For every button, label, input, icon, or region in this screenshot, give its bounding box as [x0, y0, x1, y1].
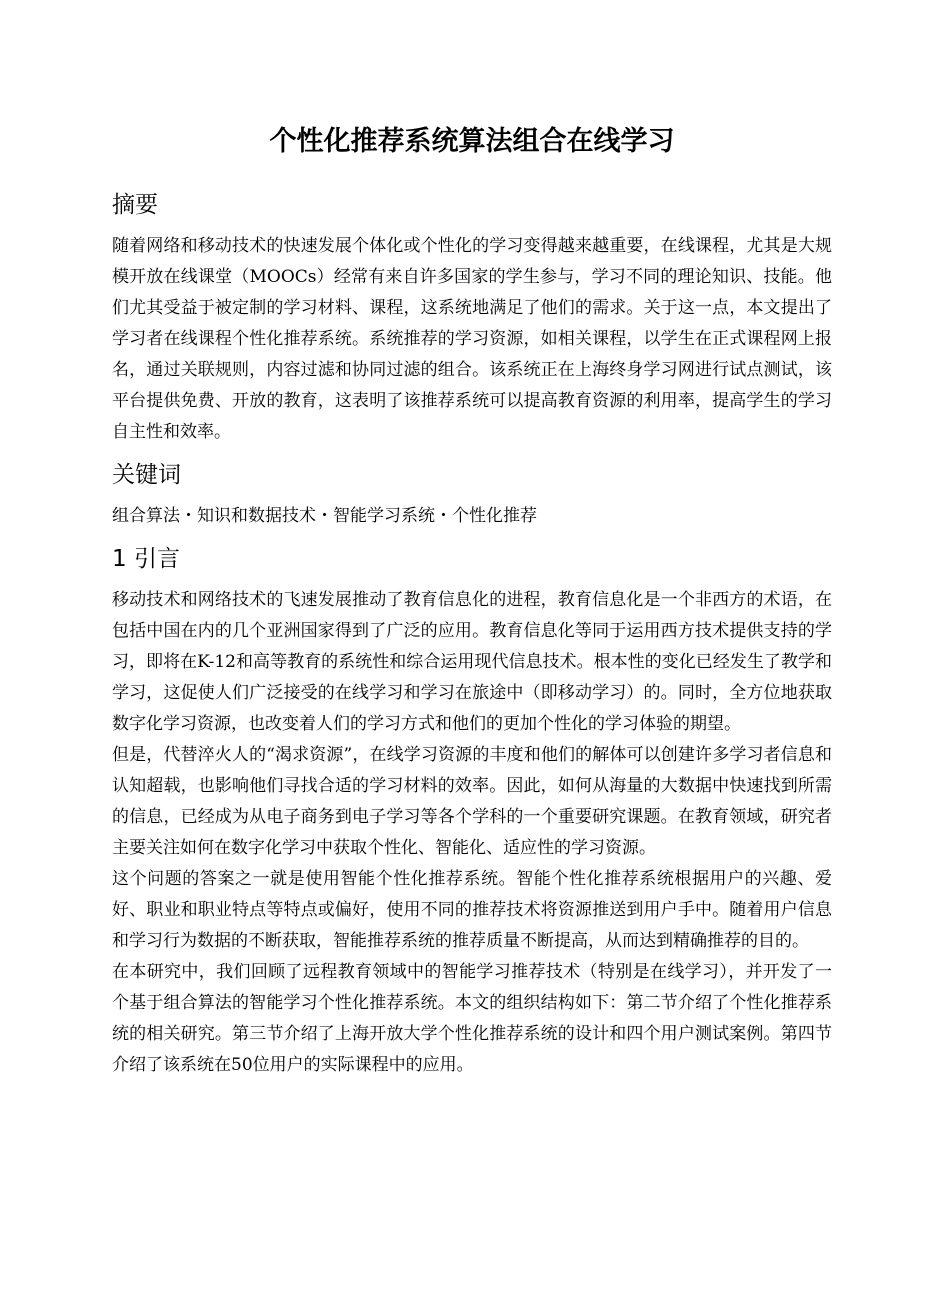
section-1-paragraph: 这个问题的答案之一就是使用智能个性化推荐系统。智能个性化推荐系统根据用户的兴趣、爱好、职业和职业特点等特点或偏好，使用不同的推荐技术将资源推送到用户手中。随着用户信息和学习行为数据的不断获取，智能推荐系统的推荐质量不断提高，从而达到精确推荐的目的。 — [112, 869, 832, 951]
abstract-text: 随着网络和移动技术的快速发展个体化或个性化的学习变得越来越重要，在线课程，尤其是大规模开放在线课堂（MOOCs）经常有来自许多国家的学生参与，学习不同的理论知识、技能。他们尤其受益于被定制的学习材料、课程，这系统地满足了他们的需求。关于这一点，本文提出了学习者在线课程个性化推荐系统。系统推荐的学习资源，如相关课程，以学生在正式课程网上报名，通过关联规则，内容过滤和协同过滤的组合。该系统正在上海终身学习网进行试点测试，该平台提供免费、开放的教育，这表明了该推荐系统可以提高教育资源的利用率，提高学生的学习自主性和效率。 — [112, 236, 832, 442]
document-page — [112, 122, 832, 1081]
paper-title: 个性化推荐系统算法组合在线学习 — [269, 126, 675, 157]
section-1-paragraph: 在本研究中，我们回顾了远程教育领域中的智能学习推荐技术（特别是在线学习），并开发了一个基于组合算法的智能学习个性化推荐系统。本文的组织结构如下：第二节介绍了个性化推荐系统的相关研究。第三节介绍了上海开放大学个性化推荐系统的设计和四个用户测试案例。第四节介绍了该系统在50位用户的实际课程中的应用。 — [112, 962, 832, 1075]
abstract-heading: 摘要 — [112, 192, 158, 218]
section-1-paragraph: 但是，代替淬火人的“渴求资源”，在线学习资源的丰度和他们的解体可以创建许多学习者信息和认知超载，也影响他们寻找合适的学习材料的效率。因此，如何从海量的大数据中快速找到所需的信息，已经成为从电子商务到电子学习等各个学科的一个重要研究课题。在教育领域，研究者主要关注如何在数字化学习中获取个性化、智能化、适应性的学习资源。 — [112, 745, 832, 858]
section-1-heading: 1 引言 — [112, 546, 180, 572]
keywords-text: 组合算法・知识和数据技术・智能学习系统・个性化推荐 — [112, 506, 537, 526]
section-1-paragraph: 移动技术和网络技术的飞速发展推动了教育信息化的进程，教育信息化是一个非西方的术语，在包括中国在内的几个亚洲国家得到了广泛的应用。教育信息化等同于运用西方技术提供支持的学习，即将在K-12和高等教育的系统性和综合运用现代信息技术。根本性的变化已经发生了教学和学习，这促使人们广泛接受的在线学习和学习在旅途中（即移动学习）的。同时，全方位地获取数字化学习资源，也改变着人们的学习方式和他们的更加个性化的学习体验的期望。 — [112, 590, 832, 734]
keywords-heading: 关键词 — [112, 462, 181, 488]
